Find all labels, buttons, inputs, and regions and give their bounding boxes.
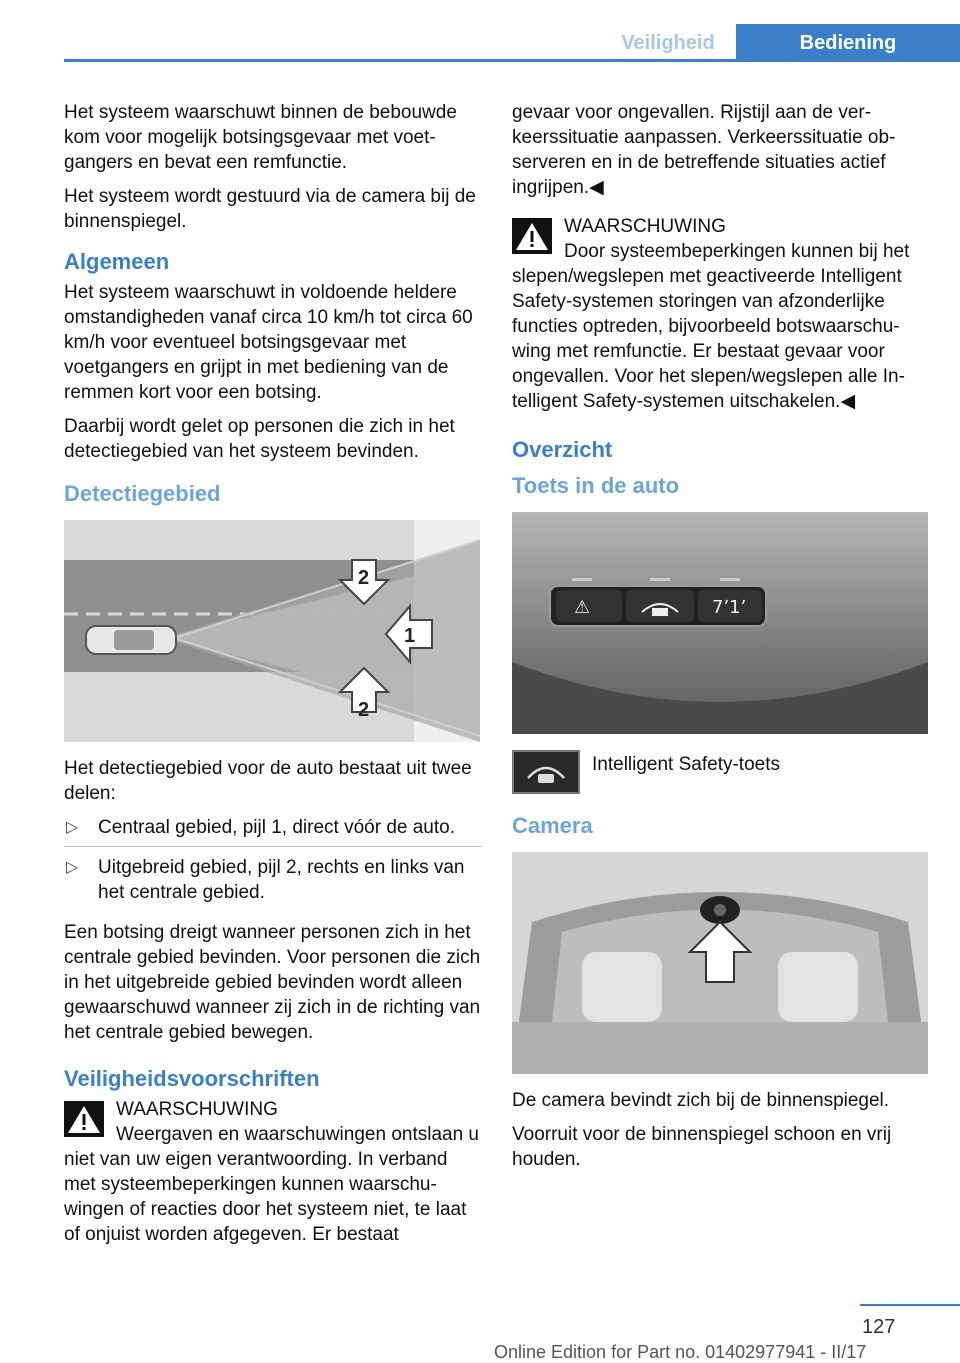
detection-area-figure (64, 520, 480, 742)
continued-paragraph: gevaar voor ongevallen. Rijstijl aan de verkeerssituatie aanpassen. Verkeerssituatie observeren en in de betreffende situaties actief ingrijpen.◀ (512, 102, 896, 198)
detection-diagram (64, 520, 480, 742)
heading-algemeen: Algemeen (64, 249, 170, 274)
camera-paragraph: Het systeem wordt gestuurd via de camera bij de binnenspiegel. (64, 186, 476, 232)
pedestrian-button-icon (556, 590, 622, 622)
lane-button-icon (698, 590, 762, 622)
triangle-bullet-icon: ▷ (66, 859, 79, 876)
warning-text: Door systeembeperkingen kunnen bij het slepen/wegslepen met geactiveerde Intelligent Safety-systemen storingen van afzonderlijke functies optreden, bijvoorbeeld botswaarschuwing met remfunctie. Er bestaat gevaar voor ongevallen. Voor het slepen/wegslepen alle Intelligent Safety-systemen uitschakelen.◀ (512, 241, 910, 412)
svg-text:⚠: ⚠ (574, 597, 591, 618)
intro-paragraph: Het systeem waarschuwt binnen de bebouwde kom voor mogelijk botsingsgevaar met voetgangers en bevat een remfunctie. (64, 102, 457, 173)
detection-parts-paragraph: Het detectiegebied voor de auto bestaat uit twee delen: (64, 758, 472, 804)
detection-paragraph: Daarbij wordt gelet op personen die zich in het detectiegebied van het systeem bevinden. (64, 416, 455, 462)
safety-button-legend (512, 750, 930, 794)
heading-camera: Camera (512, 813, 593, 838)
tab-bediening[interactable]: Bediening (736, 24, 960, 62)
camera-photo (512, 852, 928, 1074)
left-column (64, 100, 482, 1247)
collision-paragraph: Een botsing dreigt wanneer personen zich in het centrale gebied bevinden. Voor personen die zich in het uitgebreide gebied bevinden wordt alleen gewaarschuwd wanneer zij zich in de richting van het centrale gebied bewegen. (64, 922, 481, 1043)
camera-icon (700, 896, 740, 924)
edition-note: Online Edition for Part no. 01402977941 - II/17 (494, 1342, 867, 1362)
heading-veiligheidsvoorschriften: Veiligheidsvoorschriften (64, 1066, 320, 1091)
page-header (64, 24, 960, 62)
car-icon (86, 626, 176, 654)
warning-block (512, 214, 930, 414)
warning-title: WAARSCHUWING (564, 216, 726, 237)
footer-rule (860, 1304, 960, 1306)
general-paragraph: Het systeem waarschuwt in voldoende heldere omstandigheden vanaf circa 10 km/h tot circa 60 km/h voor eventueel botsingsgevaar met voetgangers en grijpt in met bediening van de remmen kort voor een botsing. (64, 282, 473, 403)
right-column (512, 100, 930, 1181)
button-photo (512, 512, 928, 734)
heading-overzicht: Overzicht (512, 437, 613, 462)
svg-text:7ʼ1ʼ: 7ʼ1ʼ (712, 597, 747, 618)
warning-triangle-icon (64, 1101, 104, 1137)
header-rule (64, 59, 960, 62)
intelligent-safety-key-icon (512, 750, 580, 794)
list-item: ▷ Uitgebreid gebied, pijl 2, rechts en links van het centrale gebied. (66, 857, 465, 903)
camera-location-paragraph: De camera bevindt zich bij de binnenspiegel. (512, 1090, 890, 1111)
warning-block (64, 1097, 482, 1247)
tab-veiligheid[interactable]: Veiligheid (621, 32, 715, 54)
triangle-bullet-icon: ▷ (66, 819, 79, 836)
warning-triangle-icon (512, 218, 552, 254)
heading-toets: Toets in de auto (512, 473, 680, 498)
detection-parts-list (64, 815, 482, 911)
windscreen-paragraph: Voorruit voor de binnenspiegel schoon en vrij houden. (512, 1124, 892, 1170)
heading-detectiegebied: Detectiegebied (64, 481, 221, 506)
warning-title: WAARSCHUWING (116, 1099, 278, 1120)
safety-button-caption: Intelligent Safety-toets (592, 754, 780, 775)
arrow-2-bottom-label: 2 (358, 699, 370, 721)
warning-text: Weergaven en waarschuwingen ontslaan u niet van uw eigen verantwoording. In verband met systeembeperkingen kunnen waarschuwingen of reacties door het systeem niet, te laat of onjuist worden afgegeven. Er bestaat (64, 1124, 479, 1245)
intelligent-safety-button-icon (626, 590, 694, 622)
arrow-2-top-label: 2 (358, 567, 370, 589)
arrow-1-label: 1 (404, 625, 416, 647)
list-item: ▷ Centraal gebied, pijl 1, direct vóór de auto. (64, 815, 482, 847)
page-number: 127 (862, 1316, 896, 1338)
